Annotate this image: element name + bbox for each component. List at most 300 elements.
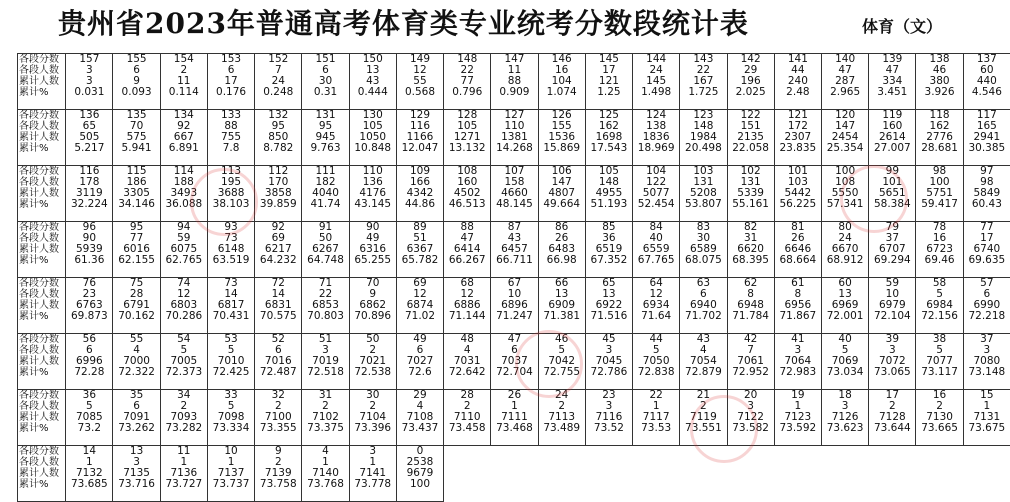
cell-cum: 6831 <box>255 300 301 311</box>
cell-cum: 6922 <box>586 300 632 311</box>
cell-pct: 73.727 <box>161 479 207 490</box>
cell-scores: 113 <box>208 166 254 177</box>
cell-counts: 4 <box>397 401 443 412</box>
cell-scores: 96 <box>66 222 112 233</box>
cell-counts: 77 <box>113 233 159 244</box>
score-cell <box>302 110 349 166</box>
cell-cum: 505 <box>66 132 112 143</box>
cell-cum: 104 <box>539 76 585 87</box>
cell-scores: 110 <box>350 166 396 177</box>
cell-counts: 11 <box>491 65 537 76</box>
cell-cum: 7139 <box>255 468 301 479</box>
score-cell <box>207 278 254 334</box>
cell-scores: 133 <box>208 110 254 121</box>
cell-counts: 17 <box>586 65 632 76</box>
cell-counts: 3 <box>586 401 632 412</box>
cell-cum: 7102 <box>302 412 348 423</box>
cell-pct: 57.341 <box>822 199 868 210</box>
cell-pct: 72.6 <box>397 367 443 378</box>
cell-scores: 14 <box>66 446 112 457</box>
cell-pct: 62.765 <box>161 255 207 266</box>
page-title: 贵州省2023年普通高考体育类专业统考分数段统计表 <box>58 2 749 42</box>
cell-pct: 1.725 <box>680 87 726 98</box>
score-cell <box>113 166 160 222</box>
cell-pct: 71.702 <box>680 311 726 322</box>
cell-counts: 12 <box>397 289 443 300</box>
cell-cum: 7098 <box>208 412 254 423</box>
cell-pct: 100 <box>397 479 443 490</box>
cell-cum: 4342 <box>397 188 443 199</box>
cell-pct: 73.034 <box>822 367 868 378</box>
cell-scores: 50 <box>350 334 396 345</box>
score-cell <box>963 54 1010 110</box>
cell-scores: 112 <box>255 166 301 177</box>
cell-pct: 73.737 <box>208 479 254 490</box>
cell-scores: 82 <box>728 222 774 233</box>
score-cell <box>444 278 491 334</box>
cell-cum: 5751 <box>916 188 962 199</box>
cell-scores: 43 <box>680 334 726 345</box>
cell-counts: 108 <box>822 177 868 188</box>
score-cell <box>255 166 302 222</box>
cell-cum: 5442 <box>775 188 821 199</box>
cell-pct: 51.193 <box>586 199 632 210</box>
cell-cum: 7130 <box>916 412 962 423</box>
score-cell <box>255 446 302 502</box>
cell-counts: 98 <box>964 177 1010 188</box>
cell-counts: 6 <box>491 345 537 356</box>
cell-pct: 17.543 <box>586 143 632 154</box>
score-cell <box>66 166 113 222</box>
score-cell <box>916 222 963 278</box>
cell-counts: 138 <box>633 121 679 132</box>
cell-scores: 124 <box>633 110 679 121</box>
score-cell <box>444 110 491 166</box>
score-cell <box>585 278 632 334</box>
cell-scores: 155 <box>113 54 159 65</box>
cell-pct: 12.047 <box>397 143 443 154</box>
cell-pct: 48.145 <box>491 199 537 210</box>
cell-scores: 3 <box>350 446 396 457</box>
score-cell <box>633 110 680 166</box>
score-cell <box>633 166 680 222</box>
cell-scores: 88 <box>444 222 490 233</box>
cell-cum: 6267 <box>302 244 348 255</box>
cell-counts: 2 <box>161 401 207 412</box>
cell-counts: 12 <box>161 289 207 300</box>
cell-scores: 130 <box>350 110 396 121</box>
cell-pct: 27.007 <box>869 143 915 154</box>
cell-scores: 78 <box>916 222 962 233</box>
cell-pct: 66.711 <box>491 255 537 266</box>
cell-scores: 111 <box>302 166 348 177</box>
cell-cum: 7027 <box>397 356 443 367</box>
cell-cum: 1836 <box>633 132 679 143</box>
cell-counts: 40 <box>633 233 679 244</box>
cell-cum: 3 <box>66 76 112 87</box>
cell-counts: 166 <box>397 177 443 188</box>
cell-cum: 7093 <box>161 412 207 423</box>
cell-cum: 755 <box>208 132 254 143</box>
score-cell <box>916 334 963 390</box>
cell-pct: 56.225 <box>775 199 821 210</box>
cell-cum: 6948 <box>728 300 774 311</box>
cell-scores: 150 <box>350 54 396 65</box>
cell-scores: 97 <box>964 166 1010 177</box>
cell-cum: 945 <box>302 132 348 143</box>
cell-counts: 12 <box>444 289 490 300</box>
score-cell <box>774 222 821 278</box>
cell-cum: 5208 <box>680 188 726 199</box>
cell-cum: 850 <box>255 132 301 143</box>
cell-pct: 66.267 <box>444 255 490 266</box>
cell-scores: 58 <box>916 278 962 289</box>
cell-cum: 6886 <box>444 300 490 311</box>
cell-scores: 129 <box>397 110 443 121</box>
cell-pct: 69.46 <box>916 255 962 266</box>
score-cell <box>821 54 868 110</box>
cell-counts: 3 <box>775 345 821 356</box>
cell-cum: 7042 <box>539 356 585 367</box>
cell-cum: 4176 <box>350 188 396 199</box>
cell-scores: 34 <box>161 390 207 401</box>
cell-pct: 3.926 <box>916 87 962 98</box>
cell-counts: 122 <box>633 177 679 188</box>
cell-cum: 6316 <box>350 244 396 255</box>
cell-counts: 60 <box>964 65 1010 76</box>
cell-cum: 30 <box>302 76 348 87</box>
cell-cum: 6075 <box>161 244 207 255</box>
cell-scores: 108 <box>444 166 490 177</box>
score-cell <box>207 54 254 110</box>
row-label: 各段分数 <box>19 390 65 401</box>
cell-pct: 73.2 <box>66 423 112 434</box>
cell-counts: 6 <box>208 65 254 76</box>
cell-counts: 88 <box>208 121 254 132</box>
cell-counts: 31 <box>728 233 774 244</box>
score-cell <box>207 166 254 222</box>
cell-counts: 160 <box>869 121 915 132</box>
cell-counts: 28 <box>113 289 159 300</box>
cell-pct: 0.444 <box>350 87 396 98</box>
cell-scores: 105 <box>586 166 632 177</box>
cell-scores: 115 <box>113 166 159 177</box>
cell-cum: 7137 <box>208 468 254 479</box>
score-cell <box>349 278 396 334</box>
cell-counts: 70 <box>113 121 159 132</box>
score-cell <box>66 334 113 390</box>
cell-cum: 2776 <box>916 132 962 143</box>
cell-pct: 55.161 <box>728 199 774 210</box>
cell-cum: 9679 <box>397 468 443 479</box>
cell-pct: 0.568 <box>397 87 443 98</box>
cell-counts: 17 <box>964 233 1010 244</box>
cell-cum: 6620 <box>728 244 774 255</box>
cell-cum: 7091 <box>113 412 159 423</box>
row-label: 累计% <box>19 143 65 154</box>
cell-scores: 70 <box>350 278 396 289</box>
cell-scores: 46 <box>539 334 585 345</box>
score-cell <box>66 446 113 502</box>
empty-cell <box>491 446 538 502</box>
cell-pct: 20.498 <box>680 143 726 154</box>
cell-scores: 144 <box>633 54 679 65</box>
cell-scores: 99 <box>869 166 915 177</box>
score-cell <box>680 166 727 222</box>
cell-counts: 3 <box>586 345 632 356</box>
score-cell <box>727 54 774 110</box>
score-cell <box>396 446 443 502</box>
score-cell <box>585 54 632 110</box>
row-label: 各段分数 <box>19 110 65 121</box>
cell-scores: 132 <box>255 110 301 121</box>
score-cell <box>538 166 585 222</box>
row-label: 累计人数 <box>19 132 65 143</box>
cell-scores: 20 <box>728 390 774 401</box>
cell-pct: 2.025 <box>728 87 774 98</box>
cell-scores: 30 <box>350 390 396 401</box>
score-cell <box>491 54 538 110</box>
cell-pct: 0.909 <box>491 87 537 98</box>
cell-cum: 196 <box>728 76 774 87</box>
cell-cum: 5651 <box>869 188 915 199</box>
cell-cum: 1536 <box>539 132 585 143</box>
cell-scores: 126 <box>539 110 585 121</box>
cell-counts: 13 <box>822 289 868 300</box>
cell-scores: 59 <box>869 278 915 289</box>
cell-counts: 10 <box>869 289 915 300</box>
cell-pct: 73.334 <box>208 423 254 434</box>
cell-cum: 287 <box>822 76 868 87</box>
cell-scores: 16 <box>916 390 962 401</box>
score-cell <box>491 222 538 278</box>
cell-counts: 2 <box>916 401 962 412</box>
cell-scores: 36 <box>66 390 112 401</box>
score-cell <box>160 334 207 390</box>
cell-scores: 54 <box>161 334 207 345</box>
cell-scores: 18 <box>822 390 868 401</box>
cell-cum: 167 <box>680 76 726 87</box>
table-row <box>18 54 1010 110</box>
cell-counts: 110 <box>491 121 537 132</box>
cell-counts: 147 <box>822 121 868 132</box>
score-cell <box>302 54 349 110</box>
cell-scores: 151 <box>302 54 348 65</box>
cell-scores: 65 <box>586 278 632 289</box>
cell-pct: 0.114 <box>161 87 207 98</box>
score-cell <box>66 54 113 110</box>
score-cell <box>66 222 113 278</box>
cell-pct: 73.468 <box>491 423 537 434</box>
cell-cum: 7031 <box>444 356 490 367</box>
cell-counts: 6 <box>255 345 301 356</box>
cell-scores: 98 <box>916 166 962 177</box>
cell-cum: 4502 <box>444 188 490 199</box>
score-cell <box>302 278 349 334</box>
row-label: 各段分数 <box>19 54 65 65</box>
row-label-cell <box>18 54 66 110</box>
cell-cum: 7113 <box>539 412 585 423</box>
cell-counts: 6 <box>113 401 159 412</box>
cell-counts: 47 <box>822 65 868 76</box>
cell-counts: 3 <box>66 65 112 76</box>
cell-counts: 6 <box>66 345 112 356</box>
cell-counts: 2 <box>539 401 585 412</box>
row-label: 累计人数 <box>19 356 65 367</box>
cell-counts: 6 <box>680 289 726 300</box>
cell-scores: 75 <box>113 278 159 289</box>
score-cell <box>727 222 774 278</box>
cell-scores: 117 <box>964 110 1010 121</box>
cell-counts: 10 <box>491 289 537 300</box>
score-cell <box>396 54 443 110</box>
score-cell <box>396 110 443 166</box>
cell-cum: 240 <box>775 76 821 87</box>
cell-scores: 48 <box>444 334 490 345</box>
cell-scores: 49 <box>397 334 443 345</box>
cell-pct: 73.685 <box>66 479 112 490</box>
cell-counts: 23 <box>66 289 112 300</box>
score-cell <box>585 334 632 390</box>
row-label: 各段人数 <box>19 121 65 132</box>
cell-scores: 31 <box>302 390 348 401</box>
cell-pct: 64.232 <box>255 255 301 266</box>
cell-counts: 2538 <box>397 457 443 468</box>
score-cell <box>680 278 727 334</box>
score-cell <box>774 166 821 222</box>
cell-cum: 43 <box>350 76 396 87</box>
cell-pct: 3.451 <box>869 87 915 98</box>
cell-scores: 0 <box>397 446 443 457</box>
score-cell <box>160 166 207 222</box>
score-cell <box>538 110 585 166</box>
cell-cum: 4040 <box>302 188 348 199</box>
score-cell <box>821 278 868 334</box>
cell-cum: 1698 <box>586 132 632 143</box>
cell-cum: 2307 <box>775 132 821 143</box>
cell-counts: 47 <box>869 65 915 76</box>
row-label: 累计% <box>19 423 65 434</box>
cell-scores: 157 <box>66 54 112 65</box>
cell-cum: 6589 <box>680 244 726 255</box>
cell-cum: 6896 <box>491 300 537 311</box>
cell-pct: 53.807 <box>680 199 726 210</box>
cell-counts: 9 <box>350 289 396 300</box>
row-label: 各段分数 <box>19 278 65 289</box>
cell-cum: 6763 <box>66 300 112 311</box>
cell-pct: 73.117 <box>916 367 962 378</box>
cell-scores: 63 <box>680 278 726 289</box>
cell-counts: 12 <box>633 289 679 300</box>
score-cell <box>160 390 207 446</box>
cell-scores: 76 <box>66 278 112 289</box>
cell-cum: 4807 <box>539 188 585 199</box>
score-cell <box>916 54 963 110</box>
cell-cum: 6969 <box>822 300 868 311</box>
score-cell <box>963 390 1010 446</box>
cell-scores: 21 <box>680 390 726 401</box>
cell-pct: 22.058 <box>728 143 774 154</box>
row-label: 各段人数 <box>19 457 65 468</box>
cell-pct: 61.36 <box>66 255 112 266</box>
cell-counts: 103 <box>775 177 821 188</box>
cell-scores: 41 <box>775 334 821 345</box>
cell-pct: 72.704 <box>491 367 537 378</box>
cell-scores: 102 <box>728 166 774 177</box>
cell-pct: 71.02 <box>397 311 443 322</box>
cell-pct: 72.879 <box>680 367 726 378</box>
cell-cum: 7119 <box>680 412 726 423</box>
cell-pct: 23.835 <box>775 143 821 154</box>
cell-pct: 0.31 <box>302 87 348 98</box>
cell-cum: 7108 <box>397 412 443 423</box>
cell-cum: 6940 <box>680 300 726 311</box>
cell-pct: 73.551 <box>680 423 726 434</box>
table-row <box>18 334 1010 390</box>
cell-counts: 2 <box>680 401 726 412</box>
cell-cum: 7116 <box>586 412 632 423</box>
cell-counts: 6 <box>302 65 348 76</box>
cell-cum: 7131 <box>964 412 1010 423</box>
score-cell <box>869 110 916 166</box>
cell-pct: 68.912 <box>822 255 868 266</box>
score-cell <box>302 222 349 278</box>
cell-cum: 7117 <box>633 412 679 423</box>
cell-scores: 28 <box>444 390 490 401</box>
cell-cum: 6457 <box>491 244 537 255</box>
cell-counts: 43 <box>491 233 537 244</box>
cell-pct: 73.437 <box>397 423 443 434</box>
cell-scores: 84 <box>633 222 679 233</box>
empty-cell <box>869 446 916 502</box>
table-row <box>18 446 1010 502</box>
cell-counts: 1 <box>491 401 537 412</box>
cell-scores: 86 <box>539 222 585 233</box>
cell-cum: 7141 <box>350 468 396 479</box>
score-cell <box>302 334 349 390</box>
score-cell <box>349 390 396 446</box>
cell-scores: 90 <box>350 222 396 233</box>
cell-scores: 51 <box>302 334 348 345</box>
empty-cell <box>821 446 868 502</box>
cell-counts: 195 <box>208 177 254 188</box>
cell-counts: 1 <box>161 457 207 468</box>
score-cell <box>585 110 632 166</box>
row-label: 各段人数 <box>19 401 65 412</box>
cell-scores: 67 <box>491 278 537 289</box>
cell-cum: 7080 <box>964 356 1010 367</box>
cell-pct: 7.8 <box>208 143 254 154</box>
cell-counts: 2 <box>444 401 490 412</box>
cell-counts: 160 <box>444 177 490 188</box>
cell-pct: 73.623 <box>822 423 868 434</box>
score-cell <box>585 390 632 446</box>
score-cell <box>207 390 254 446</box>
row-label: 累计% <box>19 199 65 210</box>
score-cell <box>207 446 254 502</box>
cell-scores: 13 <box>113 446 159 457</box>
score-cell <box>160 54 207 110</box>
cell-counts: 7 <box>255 65 301 76</box>
cell-cum: 7010 <box>208 356 254 367</box>
score-cell <box>207 334 254 390</box>
score-cell <box>963 110 1010 166</box>
score-cell <box>255 390 302 446</box>
cell-pct: 10.848 <box>350 143 396 154</box>
cell-pct: 71.381 <box>539 311 585 322</box>
cell-cum: 440 <box>964 76 1010 87</box>
cell-scores: 154 <box>161 54 207 65</box>
